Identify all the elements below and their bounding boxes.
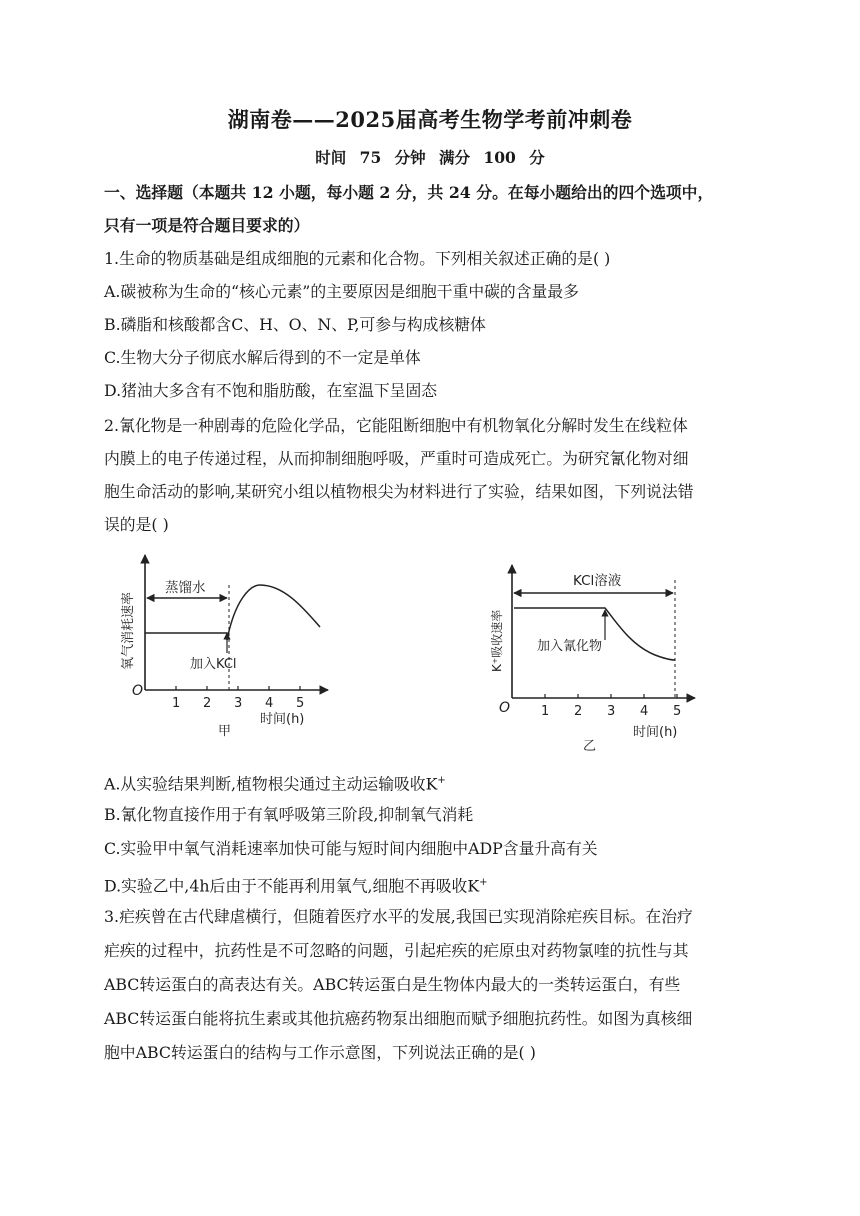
question-2-option-b: B.氰化物直接作用于有氧呼吸第三阶段,抑制氧气消耗 (104, 805, 474, 824)
question-1-stem: 1.生命的物质基础是组成细胞的元素和化合物。下列相关叙述正确的是( ) (104, 249, 611, 268)
question-3-stem-line1: 3.疟疾曾在古代肆虐横行，但随着医疗水平的发展,我国已实现消除疟疾目标。在治疗 (104, 907, 693, 926)
figure-yi (485, 560, 715, 755)
question-2-option-c: C.实验甲中氧气消耗速率加快可能与短时间内细胞中ADP含量升高有关 (104, 839, 598, 858)
x-tick-label: 4 (640, 704, 649, 719)
section-heading-line1: 一、选择题（本题共 12 小题，每小题 2 分，共 24 分。在每小题给出的四个选项中， (104, 183, 714, 202)
y-axis-label: 氧气消耗速率 (121, 591, 136, 670)
x-tick-label: 1 (172, 696, 181, 711)
question-1-option-d: D.猪油大多含有不饱和脂肪酸，在室温下呈固态 (104, 381, 438, 400)
caption: 乙 (583, 739, 597, 754)
x-tick-label: 3 (234, 696, 243, 711)
x-axis-label: 时间(h) (260, 712, 305, 727)
question-2-stem-line1: 2.氰化物是一种剧毒的危险化学品，它能阻断细胞中有机物氧化分解时发生在线粒体 (104, 416, 688, 435)
bracket-label: 蒸馏水 (165, 580, 206, 596)
x-tick-label: 3 (607, 704, 616, 719)
x-tick-label: 1 (541, 704, 550, 719)
question-2-stem-line3: 胞生命活动的影响,某研究小组以植物根尖为材料进行了实验，结果如图，下列说法错 (104, 482, 694, 501)
curve-before (145, 633, 227, 640)
superscript: + (437, 775, 446, 786)
x-tick-label: 4 (265, 696, 274, 711)
x-tick-label: 2 (574, 704, 583, 719)
question-2-stem-line2: 内膜上的电子传递过程，从而抑制细胞呼吸，严重时可造成死亡。为研究氰化物对细 (104, 449, 689, 468)
exam-time-score: 时间 75 分钟 满分 100 分 (315, 148, 545, 167)
question-3-stem-line4: ABC转运蛋白能将抗生素或其他抗癌药物泵出细胞而赋予细胞抗药性。如图为真核细 (104, 1009, 693, 1028)
question-2-option-a (104, 770, 446, 795)
bracket-label: KCl溶液 (573, 573, 622, 589)
curve-after (227, 585, 320, 640)
page-title: 湖南卷——2025届高考生物学考前冲刺卷 (227, 107, 633, 132)
x-tick-label: 2 (203, 696, 212, 711)
question-3-stem-line3: ABC转运蛋白的高表达有关。ABC转运蛋白是生物体内最大的一类转运蛋白，有些 (104, 975, 681, 994)
superscript: + (479, 877, 488, 888)
figure-jia (110, 545, 340, 750)
x-tick-label: 5 (296, 696, 305, 711)
question-1-option-b: B.磷脂和核酸都含C、H、O、N、P,可参与构成核糖体 (104, 315, 486, 334)
x-axis-label: 时间(h) (633, 725, 678, 740)
event-label: 加入氰化物 (537, 639, 603, 654)
x-tick-label: 5 (673, 704, 682, 719)
y-axis-label: K⁺吸收速率 (490, 609, 504, 672)
caption: 甲 (218, 724, 232, 739)
origin-label: O (499, 700, 511, 716)
event-label: 加入KCl (190, 657, 237, 672)
option-text: A.从实验结果判断,植物根尖通过主动运输吸收K (104, 774, 438, 794)
question-3-stem-line2: 疟疾的过程中，抗药性是不可忽略的问题，引起疟疾的疟原虫对药物氯喹的抗性与其 (104, 941, 689, 960)
question-1-option-c: C.生物大分子彻底水解后得到的不一定是单体 (104, 348, 421, 367)
section-heading-line2: 只有一项是符合题目要求的） (104, 216, 310, 235)
question-3-stem-line5: 胞中ABC转运蛋白的结构与工作示意图，下列说法正确的是( ) (104, 1043, 536, 1062)
origin-label: O (132, 683, 144, 699)
question-2-stem-line4: 误的是( ) (104, 515, 169, 534)
question-1-option-a: A.碳被称为生命的“核心元素”的主要原因是细胞干重中碳的含量最多 (104, 282, 579, 301)
question-2-option-d (104, 872, 488, 897)
option-text: D.实验乙中,4h后由于不能再利用氧气,细胞不再吸收K (104, 876, 480, 896)
